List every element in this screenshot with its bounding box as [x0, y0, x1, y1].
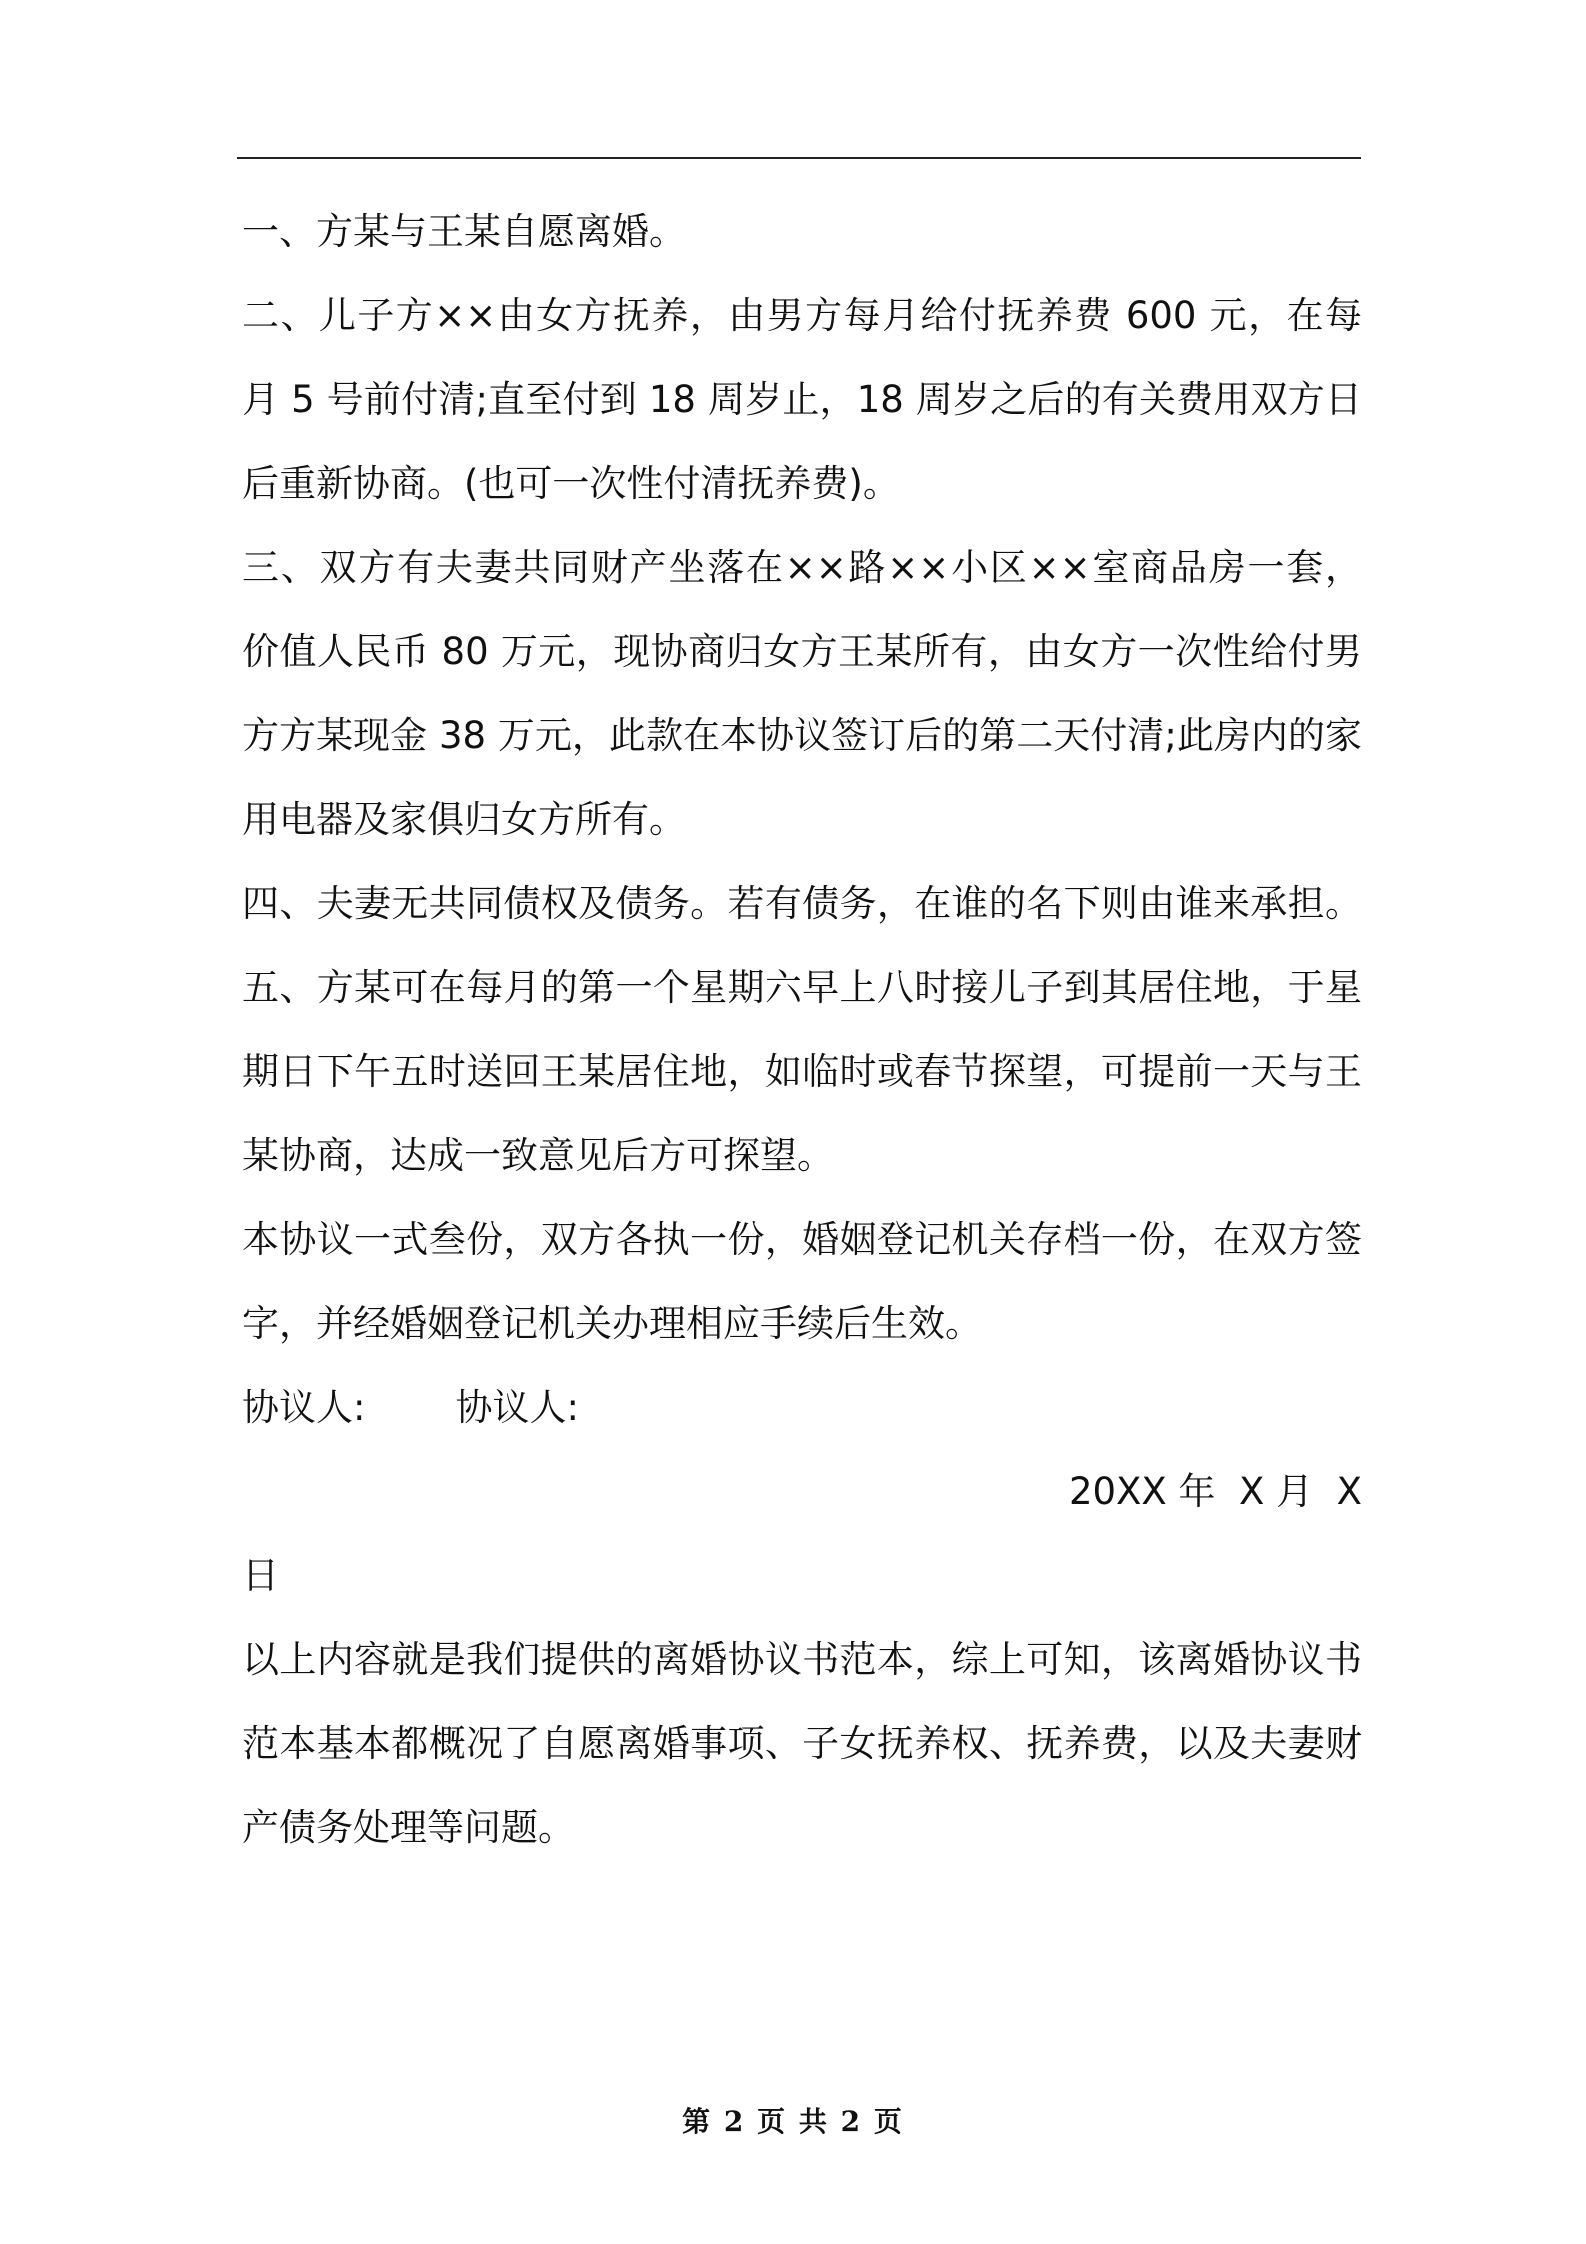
summary-line-2: 范本基本都概况了自愿离婚事项、子女抚养权、抚养费，以及夫妻财: [242, 1722, 1362, 1765]
validity-line-1: 本协议一式叁份，双方各执一份，婚姻登记机关存档一份，在双方签: [242, 1218, 1362, 1261]
clause-3-line-2: 价值人民币 80 万元，现协商归女方王某所有，由女方一次性给付男: [242, 630, 1362, 673]
clause-3-line-3: 方方某现金 38 万元，此款在本协议签订后的第二天付清;此房内的家: [242, 714, 1362, 757]
page-number: 第 2 页 共 2 页: [682, 2105, 904, 2138]
date-line: 20XX 年 X 月 X: [1068, 1470, 1362, 1513]
clause-5-line-1: 五、方某可在每月的第一个星期六早上八时接儿子到其居住地，于星: [242, 966, 1362, 1009]
clause-2-line-1: 二、儿子方××由女方抚养，由男方每月给付抚养费 600 元，在每: [242, 294, 1362, 337]
signature-party-b: 协议人:: [455, 1386, 579, 1429]
signature-row: [242, 1366, 1362, 1450]
validity-line-2: 字，并经婚姻登记机关办理相应手续后生效。: [242, 1302, 982, 1345]
summary-line-1: 以上内容就是我们提供的离婚协议书范本，综上可知，该离婚协议书: [242, 1638, 1362, 1681]
clause-5-line-2: 期日下午五时送回王某居住地，如临时或春节探望，可提前一天与王: [242, 1050, 1362, 1093]
date-tail: 日: [242, 1554, 279, 1597]
clause-2-line-2: 月 5 号前付清;直至付到 18 周岁止，18 周岁之后的有关费用双方日: [242, 378, 1362, 421]
signature-party-a: 协议人:: [242, 1386, 366, 1429]
summary-line-3: 产债务处理等问题。: [242, 1806, 575, 1849]
clause-1-line: 一、方某与王某自愿离婚。: [242, 210, 686, 253]
clause-4-line: 四、夫妻无共同债权及债务。若有债务，在谁的名下则由谁来承担。: [242, 882, 1362, 925]
header-rule: [237, 157, 1361, 159]
clause-3-line-1: 三、双方有夫妻共同财产坐落在××路××小区××室商品房一套，: [242, 546, 1362, 589]
document-body: [242, 190, 1362, 1870]
clause-3-line-4: 用电器及家俱归女方所有。: [242, 798, 686, 841]
clause-2-line-3: 后重新协商。(也可一次性付清抚养费)。: [242, 462, 900, 505]
clause-5-line-3: 某协商，达成一致意见后方可探望。: [242, 1134, 834, 1177]
